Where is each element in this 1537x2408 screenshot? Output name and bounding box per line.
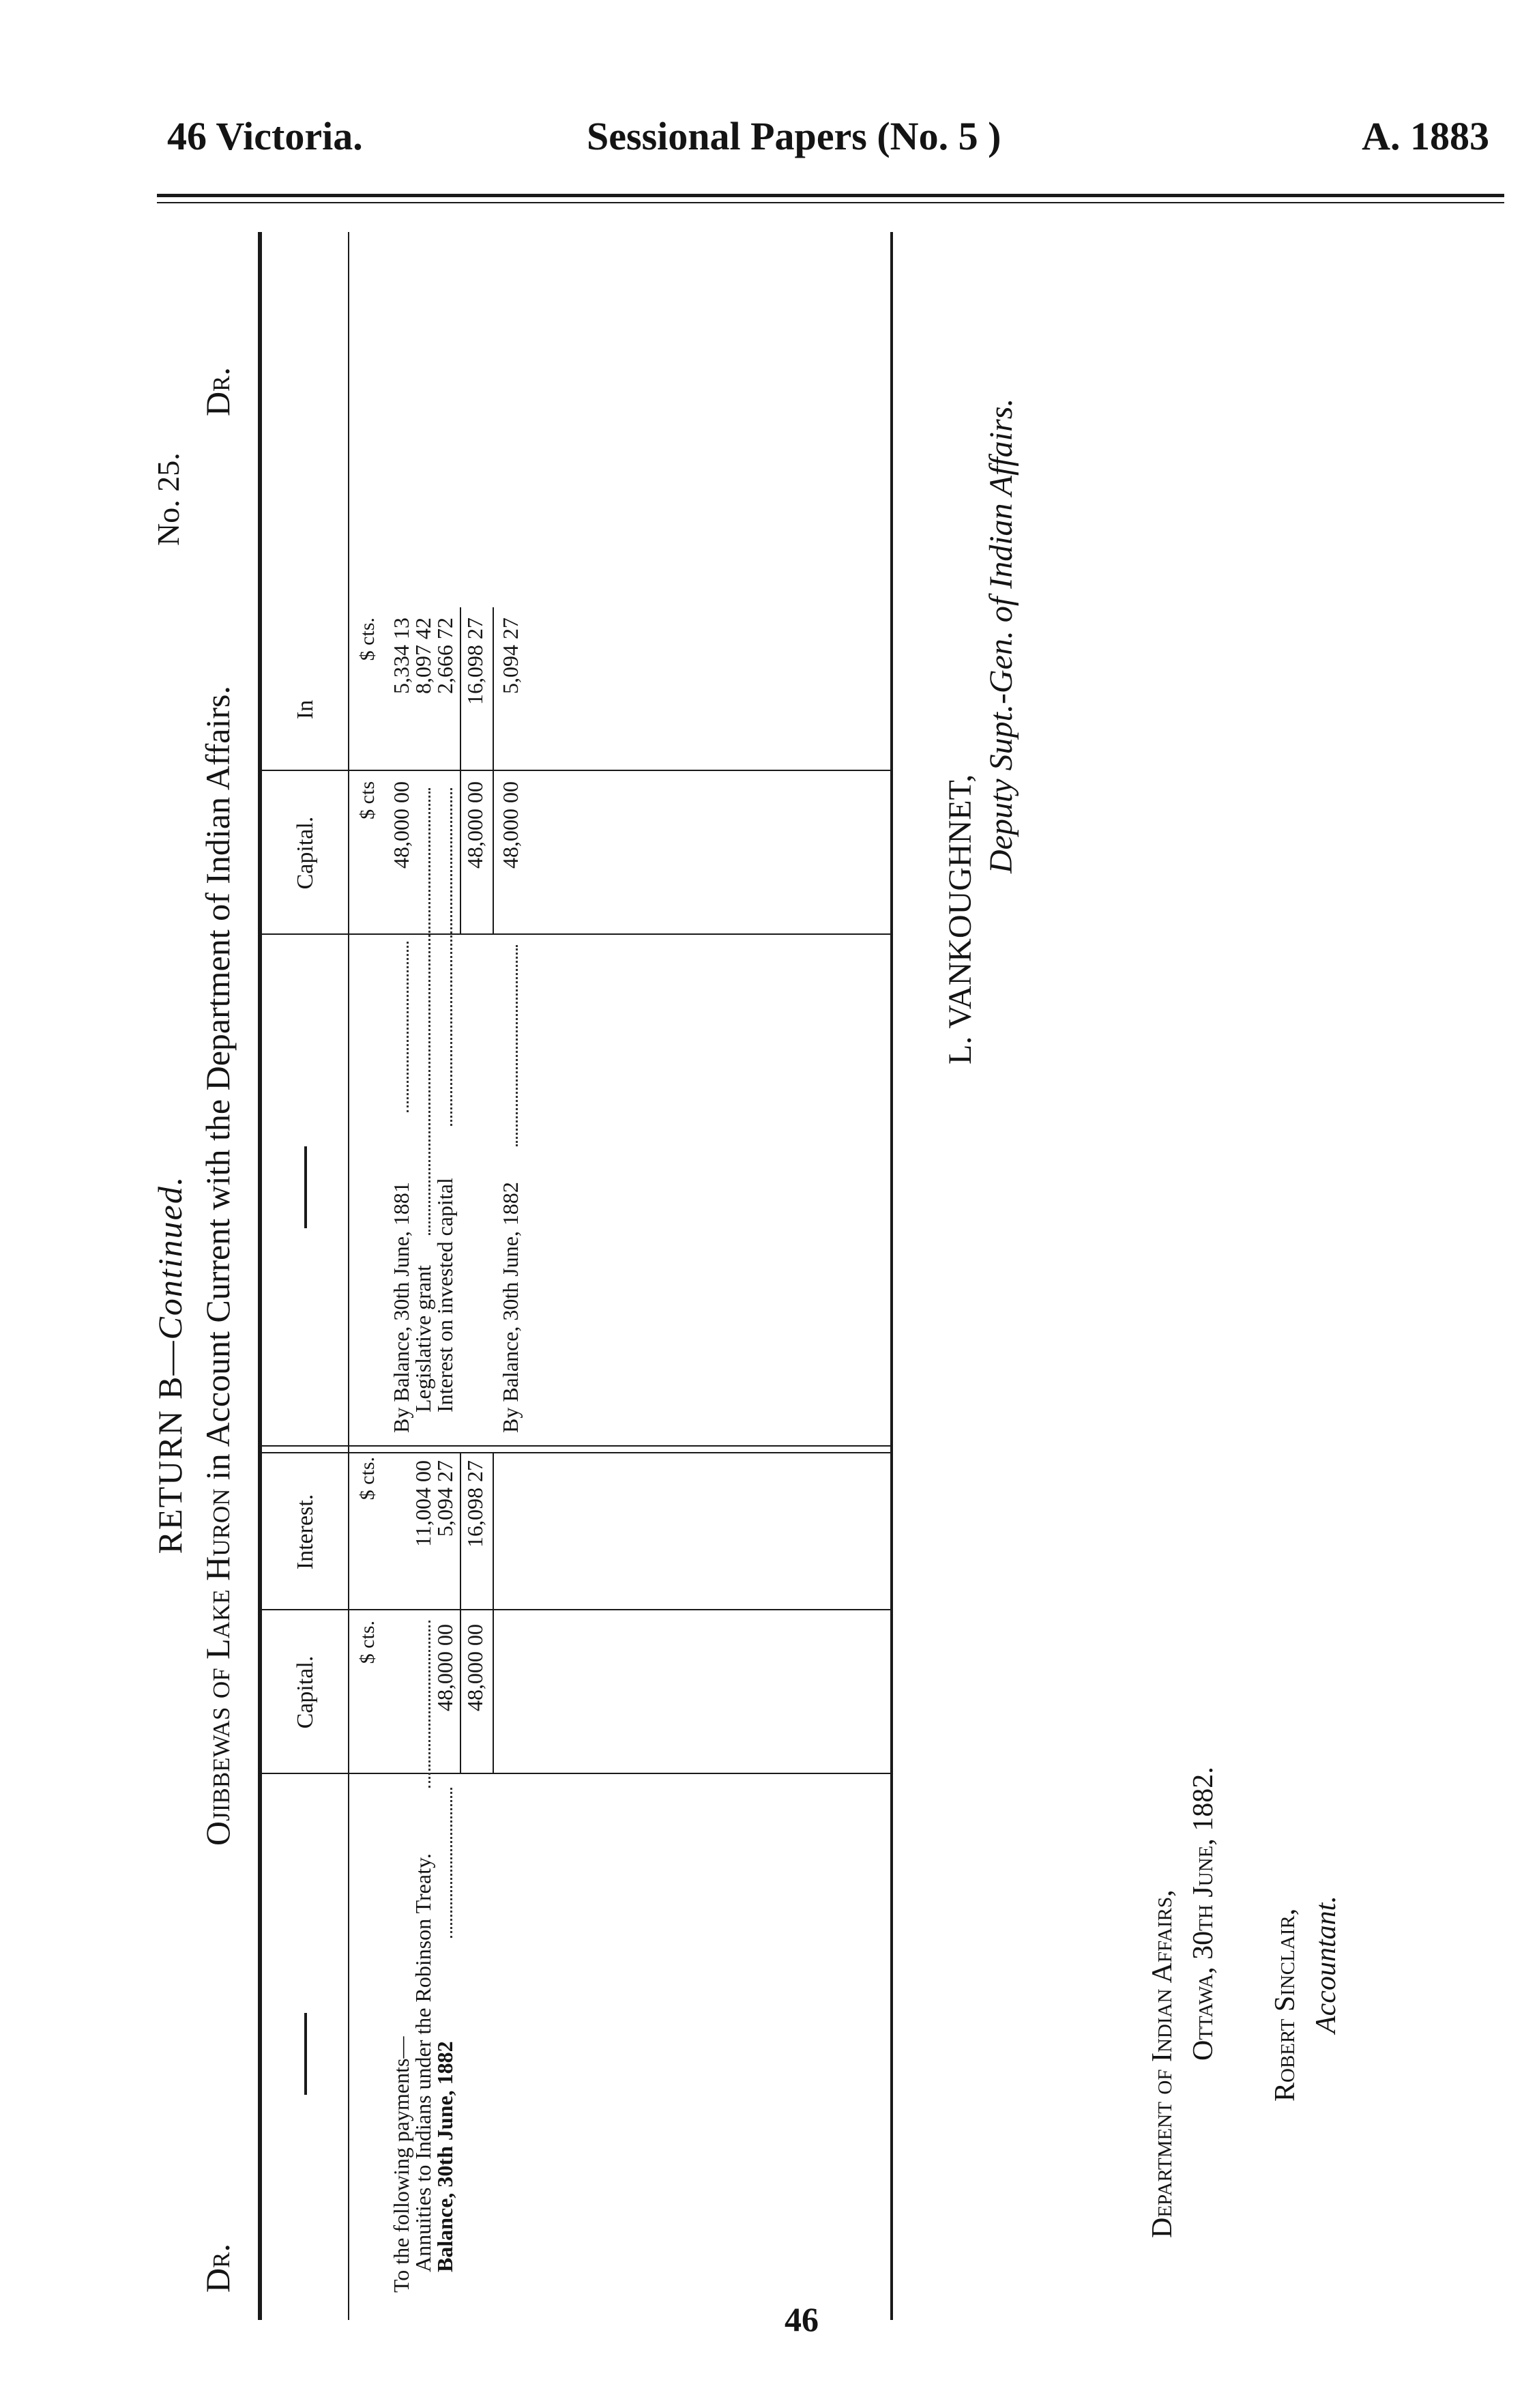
running-head [0, 109, 1537, 164]
col-sep-debit-interest-a [259, 1452, 890, 1453]
account-subtitle-row [198, 218, 246, 2320]
credit-total-capital: 48,000 00 [463, 781, 487, 869]
debit-row-leader [428, 1621, 430, 1788]
department-place-date-text: Ottawa, 30th June, 1882. [1188, 1767, 1219, 2061]
return-number: No. 25. [151, 452, 186, 546]
debit-desc-header [304, 2013, 307, 2095]
credit-row-interest: 2,666 72 [433, 618, 457, 694]
debit-interest-header: Interest. [293, 1494, 318, 1570]
credit-total-rule-bottom [493, 607, 494, 935]
table-header-rule [348, 232, 349, 2320]
debit-row-text: Balance, 30th June, 1882 [433, 2041, 457, 2272]
department-name: Department of Indian Affairs, [1147, 1889, 1178, 2238]
credit-capital-header: Capital. [293, 816, 318, 890]
credit-closing-leader [516, 945, 518, 1146]
col-sep-credit-desc [259, 933, 890, 935]
debit-row-text: Annuities to Indians under the Robinson Treaty. [411, 1853, 435, 2272]
account-subtitle-rest: in Account Current with the Department of Indian Affairs. [199, 686, 237, 1489]
return-title-prefix: RETURN B— [151, 1339, 189, 1554]
credit-row-capital: 48,000 00 [389, 781, 413, 869]
header-rule-thin [157, 202, 1504, 203]
credit-capital-currency: $ cts [356, 781, 379, 819]
credit-row-interest: 5,334 13 [389, 618, 413, 694]
account-subtitle [198, 430, 237, 2102]
debit-row-text: To the following payments— [389, 2036, 413, 2293]
credit-row-leader [450, 788, 452, 1126]
debit-label-left: Dr. [199, 2244, 237, 2293]
debit-capital-header: Capital. [293, 1655, 318, 1729]
running-head-title: Sessional Papers (No. 5 ) [587, 114, 1001, 158]
debit-interest-currency: $ cts. [356, 1457, 379, 1500]
department-place-date [1187, 1767, 1220, 2061]
accountant-name: Robert Sinclair, [1270, 1908, 1301, 2102]
debit-label-right: Dr. [199, 367, 237, 416]
credit-interest-currency: $ cts. [356, 618, 379, 661]
debit-row-leader [450, 1788, 452, 1938]
page-number: 46 [785, 2300, 819, 2338]
credit-row-text: Interest on invested capital [433, 1178, 457, 1412]
col-sep-credit-capital [259, 770, 890, 771]
credit-row-text: Legislative grant [411, 1265, 435, 1412]
signatory-title: Deputy Supt.-Gen. of Indian Affairs. [983, 398, 1019, 873]
return-title [150, 1024, 190, 1706]
header-rule-thick [157, 194, 1504, 197]
table-top-rule [258, 232, 262, 2320]
credit-row-interest: 8,097 42 [411, 618, 435, 694]
credit-closing-text: By Balance, 30th June, 1882 [498, 1182, 523, 1433]
table-bottom-rule [890, 232, 893, 2320]
account-subtitle-band: Ojibbewas of Lake Huron [199, 1488, 237, 1846]
running-head-year: A. 1883 [1362, 114, 1489, 158]
debit-capital-currency: $ cts. [356, 1621, 379, 1664]
debit-total-interest: 16,098 27 [463, 1460, 487, 1548]
debit-row-interest: 11,004 00 [411, 1460, 435, 1547]
credit-closing-interest: 5,094 27 [498, 618, 523, 694]
signatory-name: L. VANKOUGHNET, [942, 774, 978, 1064]
credit-row-text: By Balance, 30th June, 1881 [389, 1182, 413, 1433]
col-sep-debit-desc [259, 1773, 890, 1774]
credit-total-interest: 16,098 27 [463, 618, 487, 705]
credit-row-leader [428, 788, 430, 1235]
credit-closing-capital: 48,000 00 [498, 781, 523, 869]
debit-total-rule-top [460, 1453, 461, 1774]
debit-total-rule-bottom [493, 1453, 494, 1774]
accountant-title: Accountant. [1311, 1896, 1342, 2033]
col-sep-debit-interest-b [259, 1445, 890, 1447]
debit-row-interest: 5,094 27 [433, 1460, 457, 1537]
credit-interest-header: In [293, 699, 318, 720]
debit-row-capital: 48,000 00 [433, 1624, 457, 1711]
rotated-page-body [136, 218, 1342, 2320]
credit-row-leader [407, 942, 409, 1112]
running-head-session: 46 Victoria. [167, 114, 363, 158]
return-title-continued: Continued. [151, 1175, 189, 1340]
col-sep-debit-capital [259, 1609, 890, 1610]
credit-desc-header [304, 1146, 307, 1228]
credit-total-rule-top [460, 607, 461, 935]
debit-total-capital: 48,000 00 [463, 1624, 487, 1711]
